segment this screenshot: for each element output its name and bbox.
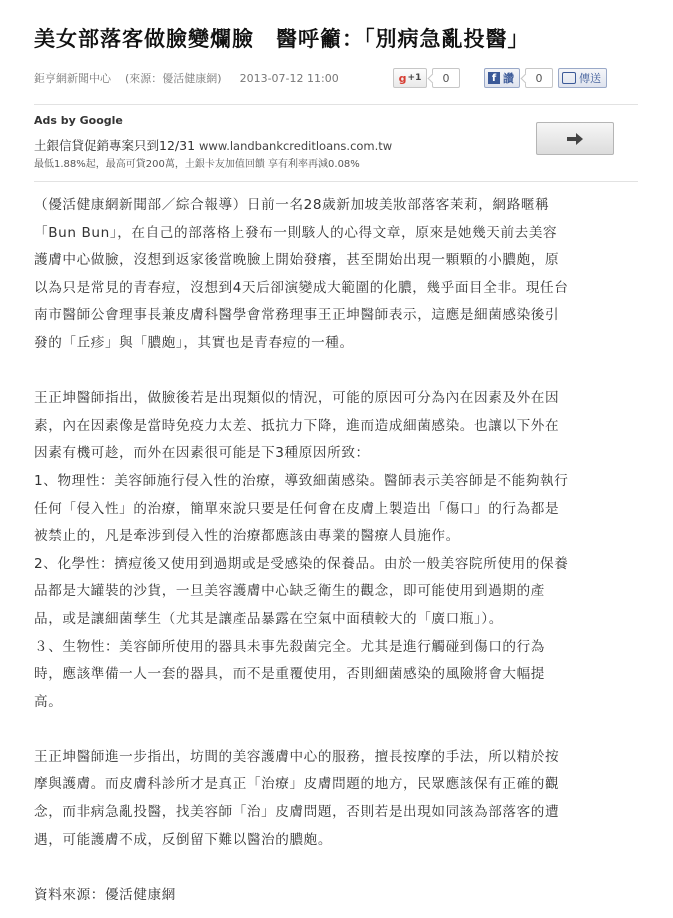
fb-like-button[interactable]: f 讚 <box>484 68 520 88</box>
right-arrow-icon <box>566 132 584 146</box>
send-icon <box>562 72 576 84</box>
facebook-icon: f <box>488 72 500 84</box>
paragraph: （優活健康網新聞部／綜合報導）日前一名28歲新加坡美妝部落客茉莉，網路暱稱 「Bun Bun」，在自己的部落格上發布一則駭人的心得文章，原來是她幾天前去美容 護膚中心做臉，沒想到返家後當晚臉上開始發癢，甚至開始出現一顆顆的小膿皰，原 以為只是常見的青春痘，沒想到4天后卻演變成大範圍的化膿，幾乎面目全非。現任台 南市醫師公會理事長兼皮膚科醫學會常務理事王正坤醫師表示，這應是細菌感染後引 發的「丘疹」與「膿皰」，其實也是青春痘的一種。 <box>34 197 569 351</box>
source-credit: 資料來源：優活健康網 <box>34 886 176 903</box>
fb-send-button[interactable]: 傳送 <box>558 68 607 88</box>
ad-description: 最低1.88%起，最高可貸200萬，土銀卡友加值回饋 享有利率再減0.08% <box>34 159 360 170</box>
article-source: (來源：優活健康網) <box>125 72 222 85</box>
article-title: 美女部落客做臉變爛臉 醫呼籲：「別病急亂投醫」 <box>34 26 530 51</box>
article-body <box>34 192 636 909</box>
facebook-widget <box>484 68 607 88</box>
gplus-button[interactable]: g +1 <box>393 68 427 88</box>
gplus-count: 0 <box>432 68 460 88</box>
divider <box>34 181 638 182</box>
divider <box>34 104 638 105</box>
ad-link[interactable] <box>34 136 392 154</box>
publish-date: 2013-07-12 11:00 <box>239 71 339 85</box>
paragraph: 王正坤醫師進一步指出，坊間的美容護膚中心的服務，擅長按摩的手法，所以精於按 摩與護膚。而皮膚科診所才是真正「治療」皮膚問題的地方，民眾應該保有正確的觀 念，而非病急亂投醫，找美容師「治」皮膚問題，否則若是出現如同該為部落客的遭 遇，可能護膚不成，反倒留下難以醫治的膿皰。 <box>34 748 560 848</box>
fb-like-count: 0 <box>525 68 553 88</box>
publisher-name: 鉅亨網新聞中心 <box>34 72 111 85</box>
ad-go-button[interactable] <box>536 122 614 155</box>
google-ads-block <box>34 114 640 178</box>
ad-headline[interactable]: 土銀信貸促銷專案只到12/31 <box>34 138 196 153</box>
gplus-icon: g <box>398 71 407 85</box>
ad-url[interactable]: www.landbankcreditloans.com.tw <box>199 139 393 153</box>
ads-label: Ads by Google <box>34 114 123 127</box>
gplus-widget <box>393 68 460 88</box>
paragraph: 王正坤醫師指出，做臉後若是出現類似的情況，可能的原因可分為內在因素及外在因 素，內在因素像是當時免疫力太差、抵抗力下降，進而造成細菌感染。也讓以下外在 因素有機可趁，而外在因素很可能是下3種原因所致： 1、物理性：美容師施行侵入性的治療，導致細菌感染。醫師表示美容師是不能夠執行 任何「侵入性」的治療，簡單來說只要是任何會在皮膚上製造出「傷口」的行為都是 被禁止的，凡是牽涉到侵入性的治療都應該由專業的醫療人員施作。 2、化學性：擠痘後又使用到過期或是受感染的保養品。由於一般美容院所使用的保養 品都是大罐裝的沙貨，一旦美容護膚中心缺乏衛生的觀念，即可能使用到過期的產 品，或是讓細菌孳生（尤其是讓產品暴露在空氣中面積較大的「廣口瓶」）。 ３、生物性：美容師所使用的器具未事先殺菌完全。尤其是進行觸碰到傷口的行為 時，應該準備一人一套的器具，而不是重覆使用，否則細菌感染的風險將會大幅提 高。 <box>34 390 569 710</box>
